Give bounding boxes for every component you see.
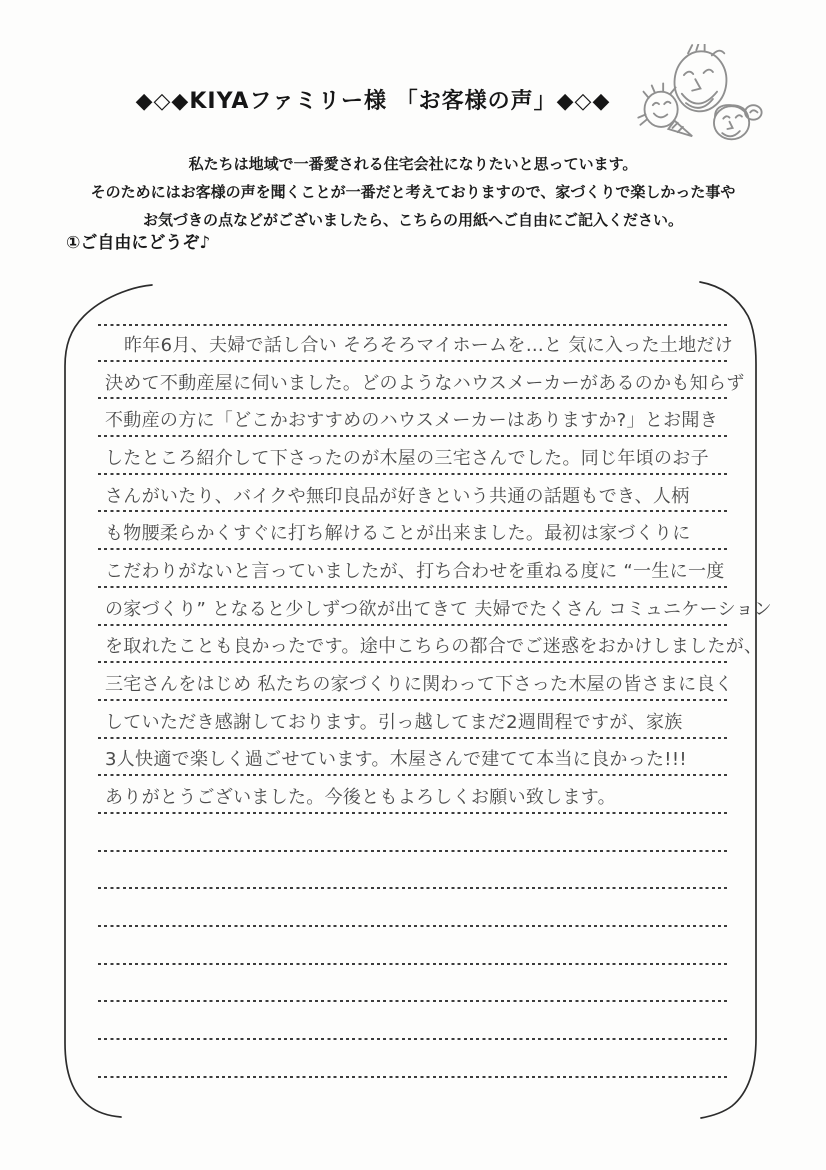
handwritten-line: ありがとうございました。今後ともよろしくお願い致します。 xyxy=(105,787,616,809)
handwritten-line: 三宅さんをはじめ 私たちの家づくりに関わって下さった木屋の皆さまに良く xyxy=(105,674,734,696)
ruled-line-empty xyxy=(98,889,730,927)
handwritten-line: したところ紹介して下さったのが木屋の三宅さんでした。同じ年頃のお子 xyxy=(105,447,709,469)
ruled-line xyxy=(98,550,730,588)
ruled-line xyxy=(98,512,730,550)
handwritten-line: こだわりがないと言っていましたが、打ち合わせを重ねる度に “一生に一度 xyxy=(105,561,725,583)
ruled-line xyxy=(98,362,745,400)
ruled-line xyxy=(98,475,730,513)
handwritten-line: していただき感謝しております。引っ越してまだ2週間程ですが、家族 xyxy=(105,711,683,733)
response-box xyxy=(60,278,773,1123)
ruled-line-empty xyxy=(98,1040,730,1078)
ruled-line xyxy=(98,437,730,475)
ruled-line-empty xyxy=(98,965,730,1003)
intro-line: そのためにはお客様の声を聞くことが一番だと考えておりますので、家づくりで楽しかった事や xyxy=(90,183,736,201)
section-label: ①ご自由にどうぞ♪ xyxy=(66,233,211,253)
handwritten-line: 不動産の方に「どこかおすすめのハウスメーカーはありますか?」とお聞き xyxy=(105,410,719,432)
family-doodle-illustration xyxy=(636,44,766,158)
handwritten-line: 3人快適で楽しく過ごせています。木屋さんで建てて本当に良かった!!! xyxy=(105,749,687,771)
handwritten-line: 昨年6月、夫婦で話し合い そろそろマイホームを…と 気に入った土地だけ xyxy=(124,334,734,356)
ruled-line-empty xyxy=(98,852,730,890)
ruled-lines-area xyxy=(98,324,773,1078)
ruled-line xyxy=(98,324,734,362)
page-title: ◆◇◆KIYAファミリー様 「お客様の声」◆◇◆ xyxy=(135,89,611,114)
handwritten-line: 決めて不動産屋に伺いました。どのようなハウスメーカーがあるのかも知らず xyxy=(105,372,745,394)
ruled-line xyxy=(98,399,730,437)
ruled-line xyxy=(98,663,734,701)
ruled-line xyxy=(98,588,773,626)
ruled-line-empty xyxy=(98,927,730,965)
handwritten-line: を取れたことも良かったです。途中こちらの都合でご迷惑をおかけしましたが、 xyxy=(105,636,763,658)
ruled-line xyxy=(98,626,763,664)
ruled-line xyxy=(98,701,730,739)
intro-text xyxy=(0,150,826,234)
ruled-line xyxy=(98,776,730,814)
handwritten-line: も物腰柔らかくすぐに打ち解けることが出来ました。最初は家づくりに xyxy=(105,523,691,545)
handwritten-line: の家づくり” となると少しずつ欲が出てきて 夫婦でたくさん コミュニケーション xyxy=(105,598,773,620)
ruled-line-empty xyxy=(98,1002,730,1040)
intro-line: 私たちは地域で一番愛される住宅会社になりたいと思っています。 xyxy=(188,155,638,173)
handwritten-line: さんがいたり、バイクや無印良品が好きという共通の話題もでき、人柄 xyxy=(105,485,690,507)
ruled-line xyxy=(98,739,730,777)
ruled-line-empty xyxy=(98,814,730,852)
intro-line: お気づきの点などがございましたら、こちらの用紙へご自由にご記入ください。 xyxy=(142,211,683,229)
